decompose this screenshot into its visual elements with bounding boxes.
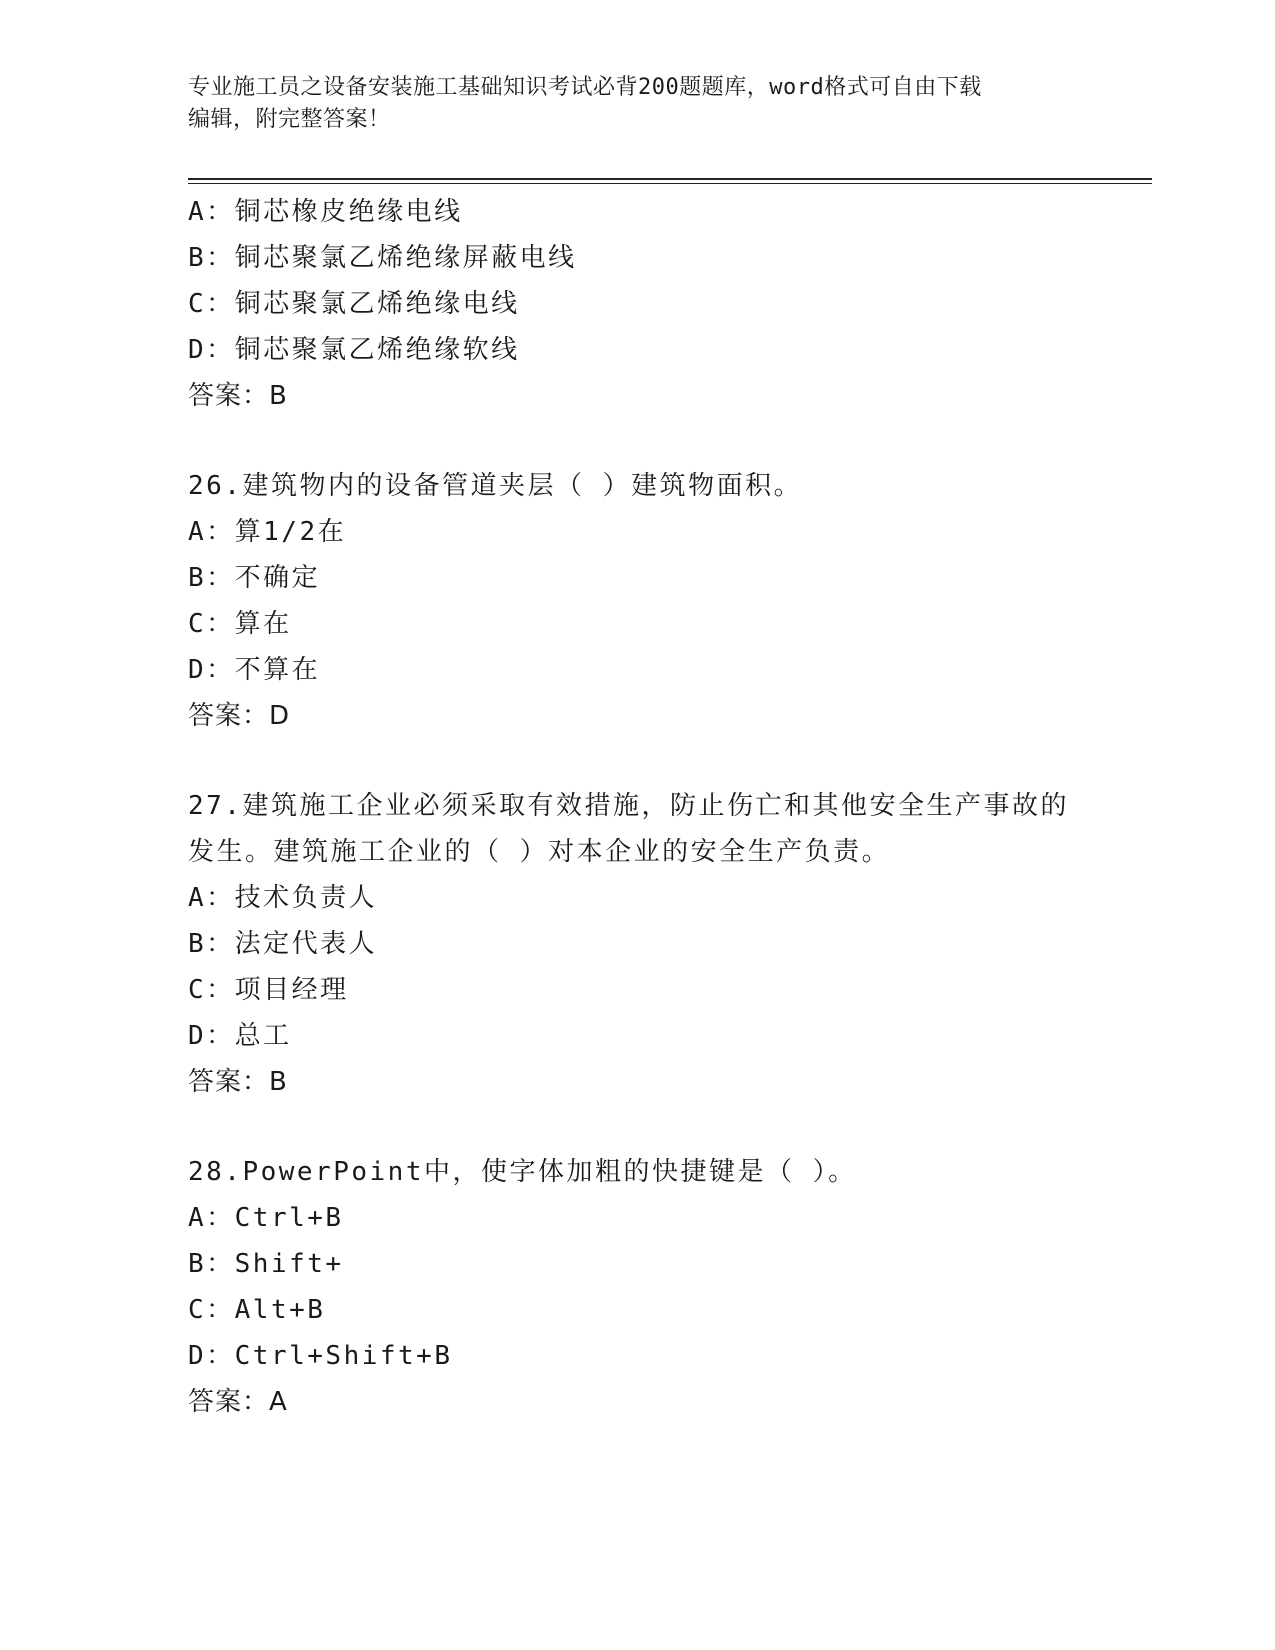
option-d: D：总工 xyxy=(188,1021,292,1051)
answer-line: 答案：B xyxy=(188,381,288,411)
option-a: A：算1/2在 xyxy=(188,517,347,547)
spacer xyxy=(188,419,1148,463)
option-b: B：法定代表人 xyxy=(188,929,378,959)
option-b: B：Shift+ xyxy=(188,1249,344,1279)
spacer xyxy=(188,1105,1148,1149)
option-d: D：不算在 xyxy=(188,655,321,685)
question-26 xyxy=(188,463,1148,739)
option-d: D：铜芯聚氯乙烯绝缘软线 xyxy=(188,335,520,365)
question-stem-line-1: 27.建筑施工企业必须采取有效措施，防止伤亡和其他安全生产事故的 xyxy=(188,791,1069,821)
header-rule-thin xyxy=(188,183,1152,184)
option-b: B：铜芯聚氯乙烯绝缘屏蔽电线 xyxy=(188,243,577,273)
question-25 xyxy=(188,189,1148,419)
spacer xyxy=(188,739,1148,783)
question-stem: 26.建筑物内的设备管道夹层（ ）建筑物面积。 xyxy=(188,471,803,501)
question-stem: 28.PowerPoint中，使字体加粗的快捷键是（ ）。 xyxy=(188,1157,857,1187)
option-a: A：技术负责人 xyxy=(188,883,378,913)
question-28 xyxy=(188,1149,1148,1425)
question-27 xyxy=(188,783,1148,1105)
option-c: C：铜芯聚氯乙烯绝缘电线 xyxy=(188,289,520,319)
question-list xyxy=(188,189,1148,1425)
answer-line: 答案：D xyxy=(188,701,291,731)
option-a: A：铜芯橡皮绝缘电线 xyxy=(188,197,463,227)
question-stem-line-2: 发生。建筑施工企业的（ ）对本企业的安全生产负责。 xyxy=(188,837,891,867)
option-a: A：Ctrl+B xyxy=(188,1203,344,1233)
option-d: D：Ctrl+Shift+B xyxy=(188,1341,453,1371)
header-rule-thick xyxy=(188,178,1152,180)
option-b: B：不确定 xyxy=(188,563,321,593)
answer-line: 答案：B xyxy=(188,1067,288,1097)
header-line-2: 编辑，附完整答案！ xyxy=(188,107,391,132)
answer-line: 答案：A xyxy=(188,1387,288,1417)
header-line-1: 专业施工员之设备安装施工基础知识考试必背200题题库，word格式可自由下载 xyxy=(188,75,982,100)
option-c: C：项目经理 xyxy=(188,975,349,1005)
document-header xyxy=(188,72,1088,136)
option-c: C：Alt+B xyxy=(188,1295,326,1325)
option-c: C：算在 xyxy=(188,609,292,639)
